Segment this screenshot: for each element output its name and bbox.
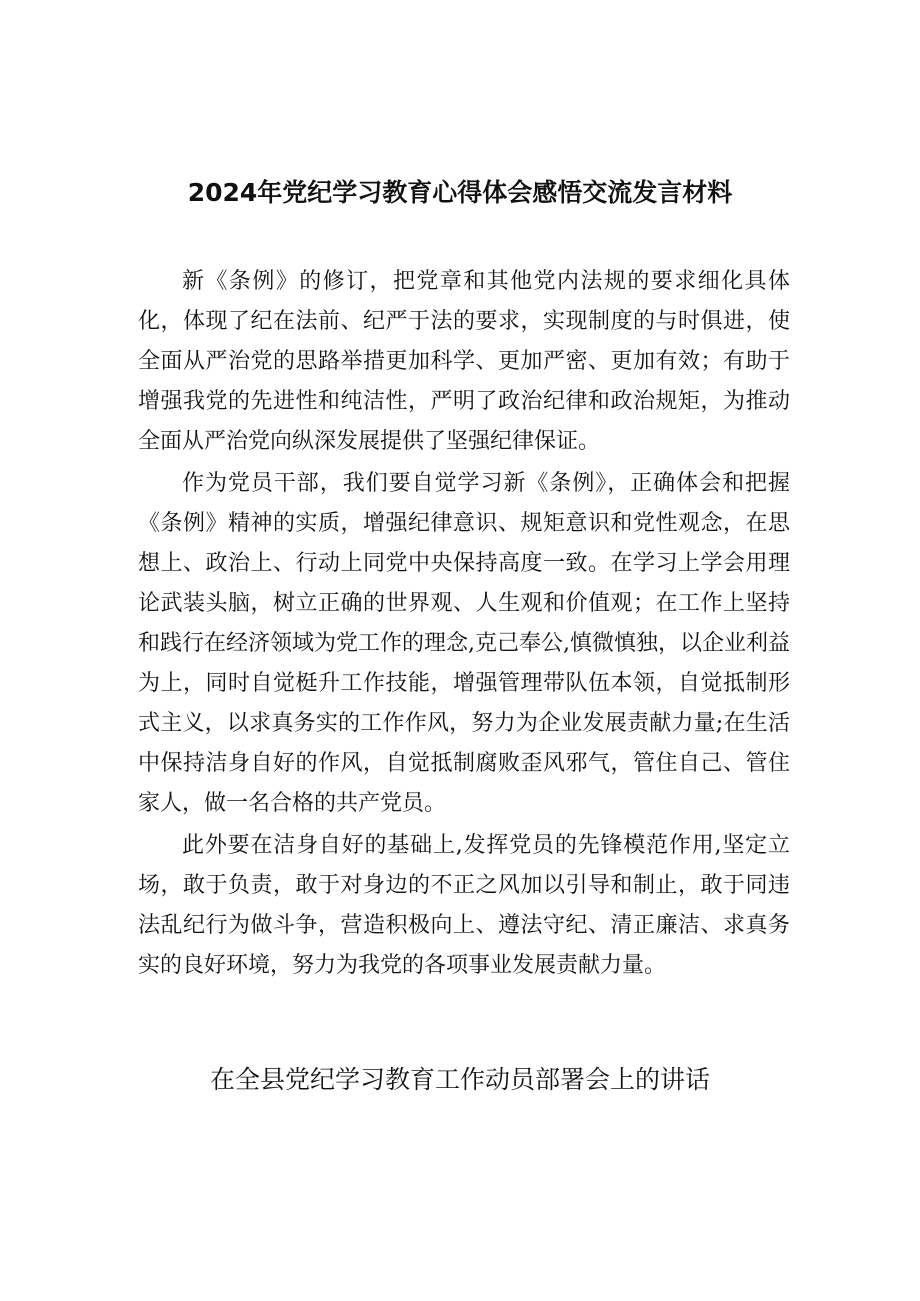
paragraph-3: 此外要在洁身自好的基础上,发挥党员的先锋模范作用,坚定立场，敢于负责，敢于对身边的不正之风加以引导和制止，敢于同违法乱纪行为做斗争，营造积极向上、遵法守纪、清正廉洁、求真务实的良好环境，努力为我党的各项事业发展责献力量。 xyxy=(138,833,790,978)
paragraph-2: 作为党员干部，我们要自觉学习新《条例》，正确体会和把握《条例》精神的实质，增强纪律意识、规矩意识和党性观念，在思想上、政治上、行动上同党中央保持高度一致。在学习上学会用理论武装头脑，树立正确的世界观、人生观和价值观；在工作上坚持和践行在经济领域为党工作的理念,克己奉公,慎微慎独，以企业利益为上，同时自觉梃升工作技能，增强管理带队伍本领，自觉抵制形式主义，以求真务实的工作作风，努力为企业发展责献力量;在生活中保持洁身自好的作风，自觉抵制腐败歪风邪气，管住自己、管住家人，做一名合格的共产党员。 xyxy=(138,471,790,816)
document-title: 2024年党纪学习教育心得体会感悟交流发言材料 xyxy=(187,178,733,207)
document-body xyxy=(138,262,790,986)
next-section-title: 在全县党纪学习教育工作动员部署会上的讲话 xyxy=(209,1065,710,1094)
paragraph-1: 新《条例》的修订，把党章和其他党内法规的要求细化具体化，体现了纪在法前、纪严于法的要求，实现制度的与时俱进，使全面从严治党的思路举措更加科学、更加严密、更加有效；有助于增强我党的先进性和纯洁性，严明了政治纪律和政治规矩，为推动全面从严治党向纵深发展提供了坚强纪律保证。 xyxy=(138,269,790,454)
